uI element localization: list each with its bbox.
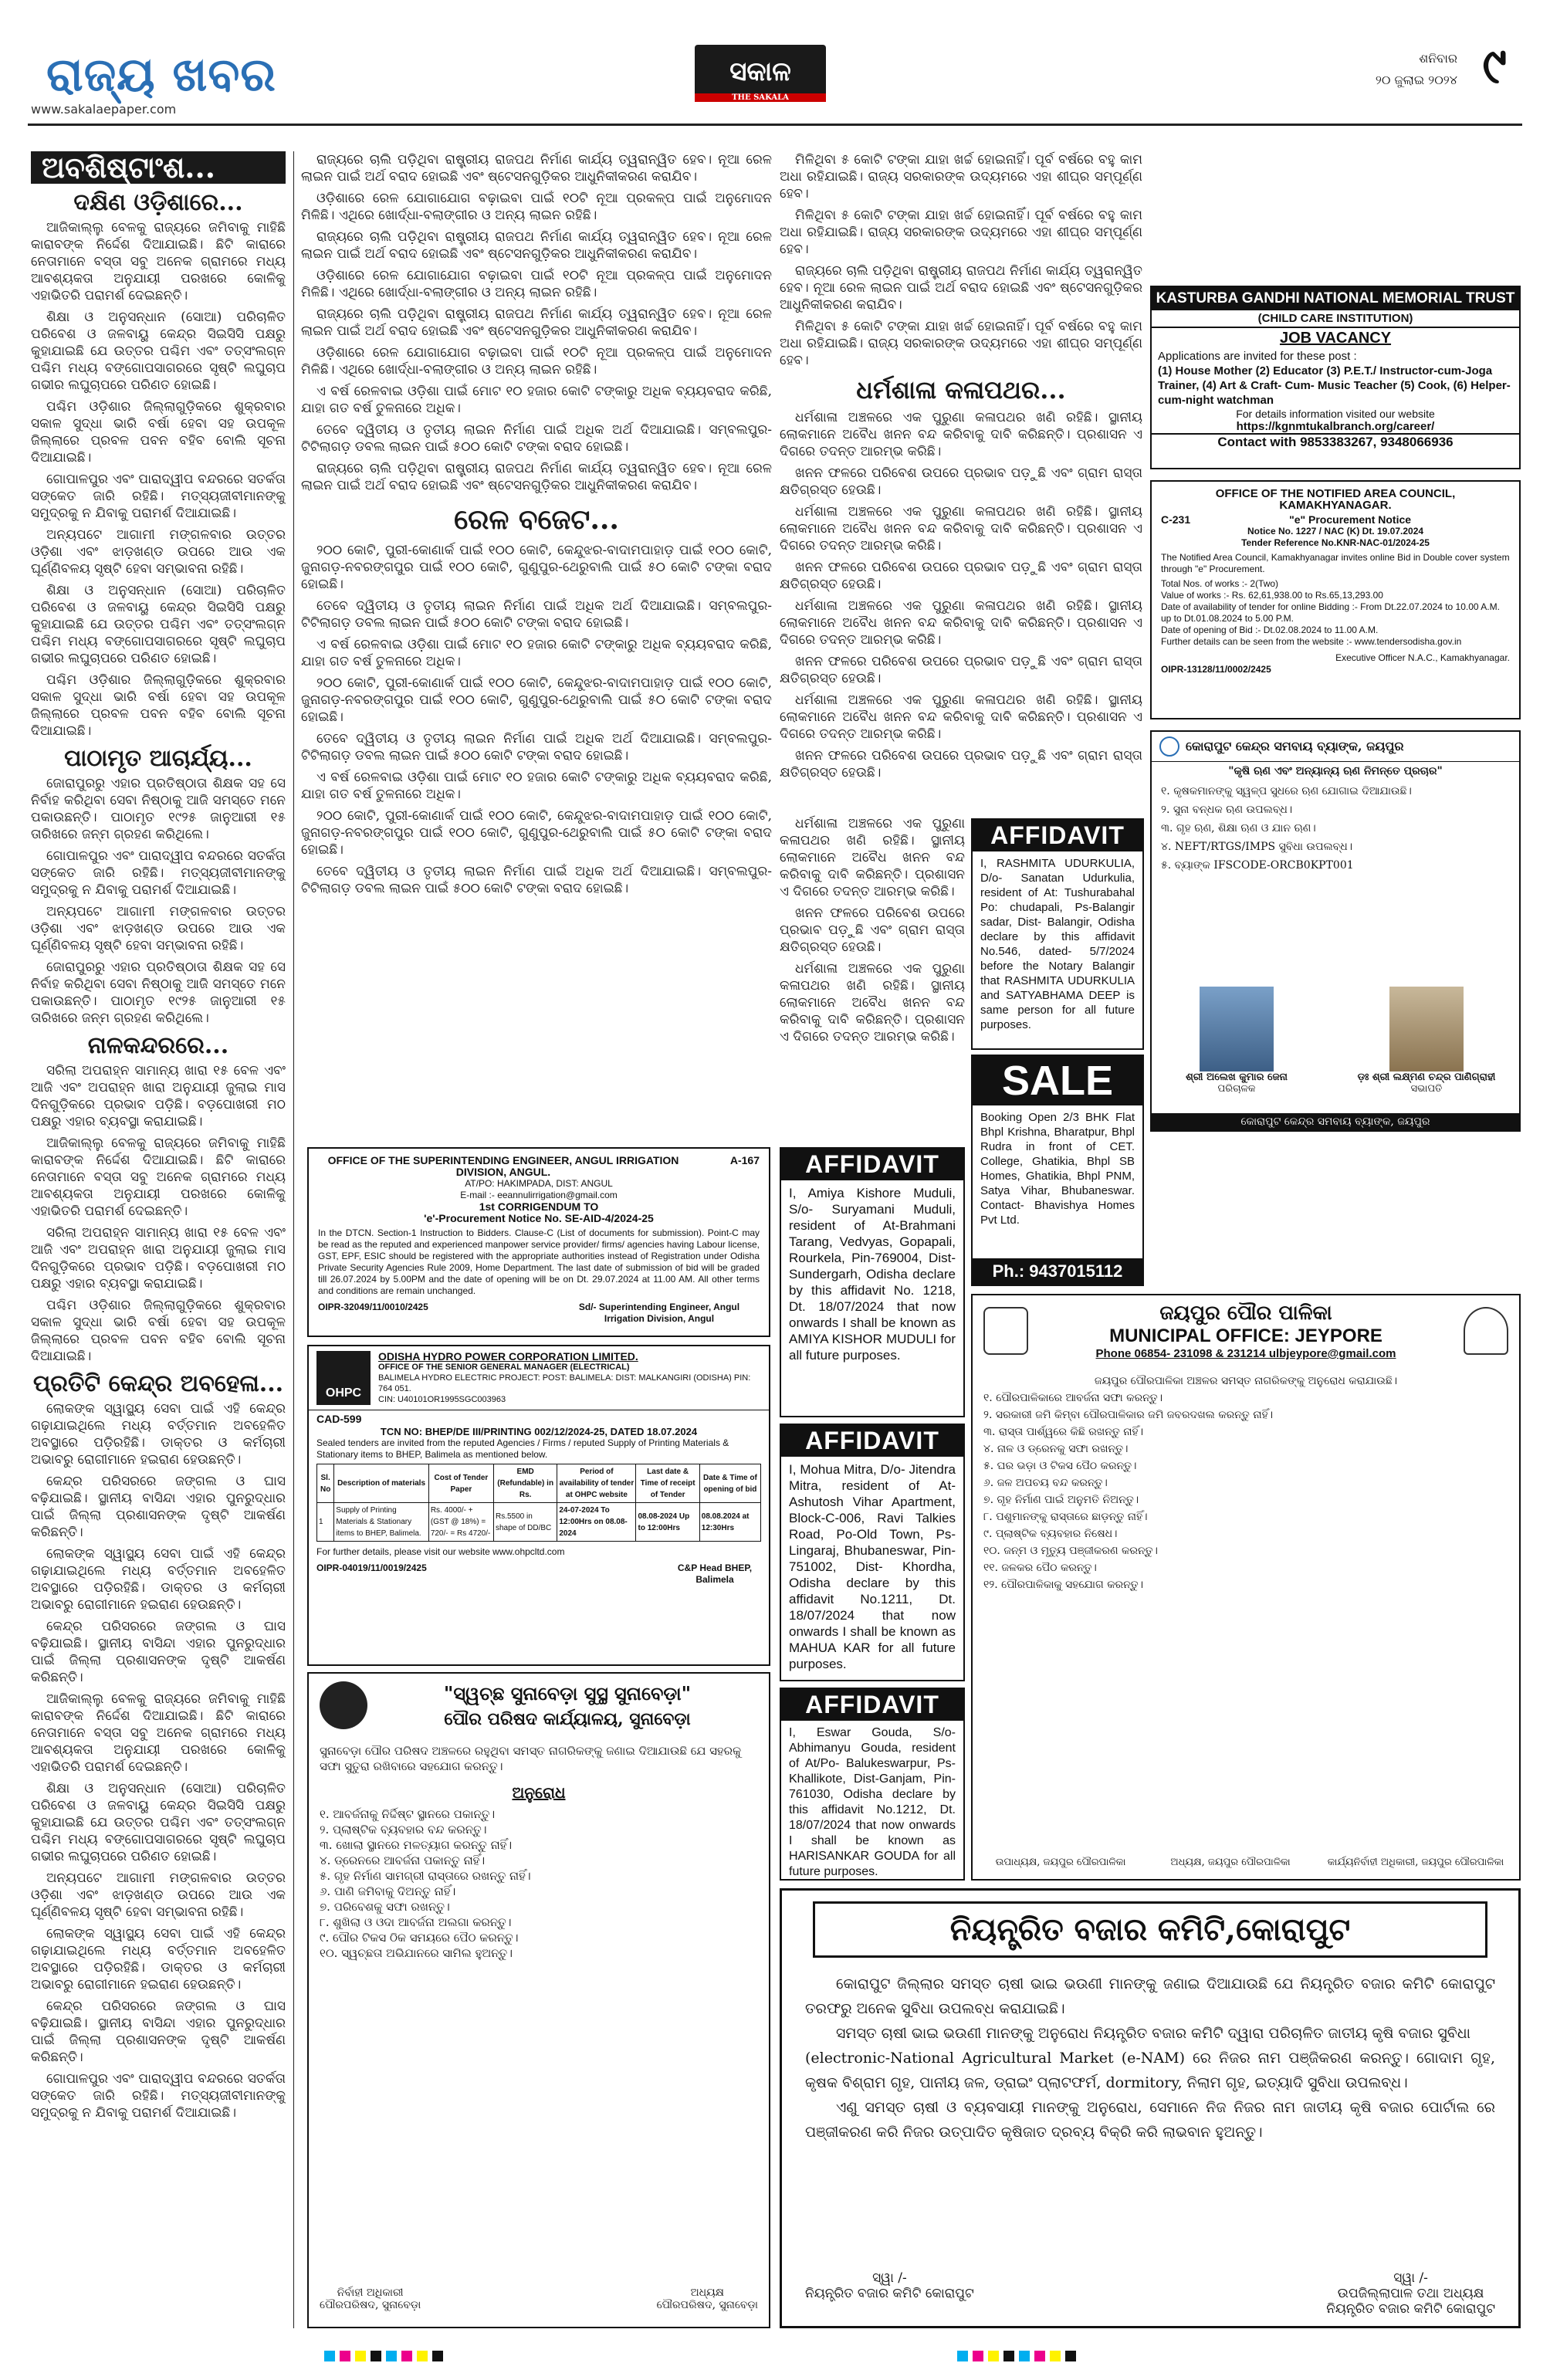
subhead-pathamruta: ପାଠାମୃତ ଆଚାର୍ଯ୍ୟ...: [64, 745, 252, 772]
article-text: ୨୦୦ କୋଟି, ପୁରୀ-କୋଣାର୍କ ପାଇଁ ୧୦୦ କୋଟି, କେନ୍ଦୁଝର-ବାଦାମପାହାଡ଼ ପାଇଁ ୧୦୦ କୋଟି, ଜୁନାଗଡ଼-ନବରଙ୍ଗପୁର ପାଇଁ ୧୦୦ କୋଟି, ଗୁଣୁପୁର-ଥେରୁବାଲି ପାଇଁ ୫୦ କୋଟି ଟଙ୍କା ବରାଦ ହୋଇଛି।: [301, 675, 772, 725]
sunabeda-item: ୧. ଆବର୍ଜନାକୁ ନିର୍ଦ୍ଦିଷ୍ଟ ସ୍ଥାନରେ ପକାନ୍ତୁ।: [320, 1807, 496, 1821]
article-text: ଶିକ୍ଷା ଓ ଅନୁସନ୍ଧାନ (ସୋଆ) ପରିଚାଳିତ ପରିବେଶ ଓ ଜଳବାୟୁ କେନ୍ଦ୍ର ସିଇସିସି ପକ୍ଷରୁ କୁହାଯାଇଛି ଯେ ଉତ୍ତର ପଶ୍ଚିମ ଏବଂ ତତ୍ସଂଲଗ୍ନ ପଶ୍ଚିମ ମଧ୍ୟ ବଙ୍ଗୋପସାଗରରେ ସୃଷ୍ଟି ଲଘୁଚାପ ଗଭୀର ଲଘୁଚାପରେ ପରିଣତ ହୋଇଛି।: [31, 310, 286, 393]
jeypore-title: ଜୟପୁର ପୌର ପାଳିକା: [1159, 1302, 1332, 1325]
nac-tender-notice: [1150, 480, 1521, 719]
page-number: ୯: [1482, 37, 1507, 95]
article-text: ଏ ବର୍ଷ ରେଳବାଇ ଓଡ଼ିଶା ପାଇଁ ମୋଟ ୧୦ ହଜାର କୋଟି ଟଙ୍କାରୁ ଅଧିକ ବ୍ୟୟବରାଦ କରିଛି, ଯାହା ଗତ ବର୍ଷ ତୁଳନାରେ ଅଧିକ।: [301, 770, 772, 802]
article-text: ଖନନ ଫଳରେ ପରିବେଶ ଉପରେ ପ୍ରଭାବ ପଡ଼ୁଛି ଏବଂ ଗ୍ରାମ ରାସ୍ତା କ୍ଷତିଗ୍ରସ୍ତ ହେଉଛି।: [780, 466, 1142, 498]
sunabeda-item: ୬. ପାଣି ଜମିବାକୁ ଦିଅନ୍ତୁ ନାହିଁ।: [320, 1884, 456, 1898]
jeypore-item: ୬. ଜଳ ଅପଚୟ ବନ୍ଦ କରନ୍ତୁ।: [983, 1477, 1108, 1489]
article-text: ଧର୍ମଶାଳା ଅଞ୍ଚଳରେ ଏକ ପୁରୁଣା କଳାପଥର ଖଣି ରହିଛି। ସ୍ଥାନୀୟ ଲୋକମାନେ ଅବୈଧ ଖନନ ବନ୍ଦ କରିବାକୁ ଦାବି କରିଛନ୍ତି। ପ୍ରଶାସନ ଏ ଦିଗରେ ତଦନ୍ତ ଆରମ୍ଭ କରିଛି।: [780, 504, 1142, 554]
table-cell: 08.08-2024 Up to 12:00Hrs: [636, 1503, 699, 1542]
color-registration-stripe: [957, 2351, 1076, 2361]
trust-line: Applications are invited for these post :: [1158, 350, 1357, 363]
ohpc-name: ODISHA HYDRO POWER CORPORATION LIMITED.: [378, 1350, 638, 1363]
market-sign1-role: ନିୟନ୍ତ୍ରିତ ବଜାର କମିଟି କୋରାପୁଟ: [805, 2286, 974, 2301]
column-3-continued: [780, 815, 965, 1139]
irr-email[interactable]: E-mail :- eeannulirrigation@gmail.com: [460, 1190, 618, 1200]
sunabeda-item: ୭. ପରିବେଶକୁ ସଫା ରଖନ୍ତୁ।: [320, 1900, 450, 1914]
irr-procurement: 'e'-Procurement Notice No. SE-AID-4/2024-25: [424, 1212, 654, 1224]
article-text: ମିଳିଥିବା ୫ କୋଟି ଟଙ୍କା ଯାହା ଖର୍ଚ୍ଚ ହୋଇନାହିଁ। ପୂର୍ବ ବର୍ଷରେ ବହୁ କାମ ଅଧା ରହିଯାଇଛି। ରାଜ୍ୟ ସରକାରଙ୍କ ଉଦ୍ୟମରେ ଏହା ଶୀଘ୍ର ସମ୍ପୂର୍ଣ୍ଣ ହେବ।: [780, 208, 1142, 257]
ohpc-logo-text: OHPC: [325, 1386, 362, 1400]
sunabeda-item: ୨. ପ୍ଲାଷ୍ଟିକ ବ୍ୟବହାର ବନ୍ଦ କରନ୍ତୁ।: [320, 1823, 487, 1837]
article-text: ଧର୍ମଶାଳା ଅଞ୍ଚଳରେ ଏକ ପୁରୁଣା କଳାପଥର ଖଣି ରହିଛି। ସ୍ଥାନୀୟ ଲୋକମାନେ ଅବୈଧ ଖନନ ବନ୍ଦ କରିବାକୁ ଦାବି କରିଛନ୍ତି। ପ୍ରଶାସନ ଏ ଦିଗରେ ତଦନ୍ତ ଆରମ୍ଭ କରିଛି।: [780, 961, 965, 1044]
article-text: ଶିକ୍ଷା ଓ ଅନୁସନ୍ଧାନ (ସୋଆ) ପରିଚାଳିତ ପରିବେଶ ଓ ଜଳବାୟୁ କେନ୍ଦ୍ର ସିଇସିସି ପକ୍ଷରୁ କୁହାଯାଇଛି ଯେ ଉତ୍ତର ପଶ୍ଚିମ ଏବଂ ତତ୍ସଂଲଗ୍ନ ପଶ୍ଚିମ ମଧ୍ୟ ବଙ୍ଗୋପସାଗରରେ ସୃଷ୍ଟି ଲଘୁଚାପ ଗଭୀର ଲଘୁଚାପରେ ପରିଣତ ହୋଇଛି।: [31, 583, 286, 666]
article-text: ଓଡ଼ିଶାରେ ରେଳ ଯୋଗାଯୋଗ ବଢ଼ାଇବା ପାଇଁ ୧୦ଟି ନୂଆ ପ୍ରକଳ୍ପ ପାଇଁ ଅନୁମୋଦନ ମିଳିଛି। ଏଥିରେ ଖୋର୍ଦ୍ଧା-ବଲାଙ୍ଗୀର ଓ ଅନ୍ୟ ଲାଇନ ରହିଛି।: [301, 345, 772, 377]
article-text: ଲୋକଙ୍କ ସ୍ୱାସ୍ଥ୍ୟ ସେବା ପାଇଁ ଏହି କେନ୍ଦ୍ର ଗଢ଼ାଯାଇଥିଲେ ମଧ୍ୟ ବର୍ତ୍ତମାନ ଅବହେଳିତ ଅବସ୍ଥାରେ ପଡ଼ିରହିଛି। ଡାକ୍ତର ଓ କର୍ମଚାରୀ ଅଭାବରୁ ରୋଗୀମାନେ ହଇରାଣ ହେଉଛନ୍ତି।: [31, 1926, 286, 1992]
article-text: ସରିଲା ଅପରାହ୍ନ ସାମାନ୍ୟ ଖାରା ୧୫ ବେଳ ଏବଂ ଆଜି ଏବଂ ଅପରାହ୍ନ ଖାରା ଅନୁଯାୟୀ ଜୁଲାଇ ମାସ ଦିନଗୁଡ଼ିକରେ ପ୍ରଭାବ ପଡ଼ିଛି। ବଡ଼ପୋଖରୀ ମଠ ପକ୍ଷରୁ ଏହାର ବ୍ୟବସ୍ଥା କରାଯାଇଛି।: [31, 1063, 286, 1129]
affidavit-body: I, Amiya Kishore Muduli, S/o- Suryamani Muduli, resident of At-Brahmani Tarang, Vedvyas, Gopapali, Rourkela, Pin-769004, Dist-Sundergarh, Odisha declare by this affidavit No. 1218, Dt. 18/07/2024 that now onwards I shall be known as AMIYA KISHOR MUDULI for all future purposes.: [789, 1186, 956, 1363]
nac-notice-type: "e" Procurement Notice: [1289, 513, 1412, 526]
ohpc-note: For further details, please visit our website www.ohpcltd.com: [316, 1546, 565, 1557]
irr-oipr: OIPR-32049/11/0010/2425: [318, 1302, 428, 1312]
nac-row: Date of availability of tender for online Bidding :- From Dt.22.07.2024 to 10.00 A.M. up to Dt.01.08.2024 to 5.00 P.M.: [1161, 601, 1500, 624]
market-body: (electronic-National Agricultural Market (e-NAM) ରେ ନିଜର ନାମ ପଞ୍ଜିକରଣ କରନ୍ତୁ। ଗୋଦାମ ଗୃହ, କୃଷକ ବିଶ୍ରାମ ଗୃହ, ପାନୀୟ ଜଳ, ଡ୍ରାଇଂ ପ୍ଲାଟଫର୍ମ, dormitory, ନିଲାମ ଗୃହ, ଇତ୍ୟାଦି ସୁବିଧା ଉପଲବ୍ଧ।: [805, 2050, 1495, 2091]
affidavit-amiya: [780, 1147, 965, 1417]
column-rule: [293, 151, 294, 2328]
article-text: ତେବେ ଦ୍ୱିତୀୟ ଓ ତୃତୀୟ ଲାଇନ ନିର୍ମାଣ ପାଇଁ ଅଧିକ ଅର୍ଥ ଦିଆଯାଇଛି। ସମ୍ବଲପୁର-ଟିଟିଲାଗଡ଼ ଡବଲ ଲାଇନ ପାଇଁ ୫୦୦ କୋଟି ଟଙ୍କା ବରାଦ ହୋଇଛି।: [301, 598, 772, 631]
sunabeda-sign1-office: ପୌରପରିଷଦ, ସୁନାବେଡ଼ା: [320, 2299, 421, 2311]
affidavit-mohua: [780, 1424, 965, 1681]
bank-ad: [1150, 730, 1521, 1132]
jeypore-emblem-icon: [983, 1307, 1028, 1355]
article-text: ଓଡ଼ିଶାରେ ରେଳ ଯୋଗାଯୋଗ ବଢ଼ାଇବା ପାଇଁ ୧୦ଟି ନୂଆ ପ୍ରକଳ୍ପ ପାଇଁ ଅନୁମୋଦନ ମିଳିଛି। ଏଥିରେ ଖୋର୍ଦ୍ଧା-ବଲାଙ୍ଗୀର ଓ ଅନ୍ୟ ଲାଇନ ରହିଛି।: [301, 268, 772, 300]
article-text: ୨୦୦ କୋଟି, ପୁରୀ-କୋଣାର୍କ ପାଇଁ ୧୦୦ କୋଟି, କେନ୍ଦୁଝର-ବାଦାମପାହାଡ଼ ପାଇଁ ୧୦୦ କୋଟି, ଜୁନାଗଡ଼-ନବରଙ୍ଗପୁର ପାଇଁ ୧୦୦ କୋଟି, ଗୁଣୁପୁର-ଥେରୁବାଲି ପାଇଁ ୫୦ କୋଟି ଟଙ୍କା ବରାଦ ହୋଇଛି।: [301, 808, 772, 858]
sunabeda-request: ଅନୁରୋଧ: [512, 1783, 566, 1802]
article-text: ରାଜ୍ୟରେ ଚାଲି ପଡ଼ିଥିବା ରାଷ୍ଟ୍ରୀୟ ରାଜପଥ ନିର୍ମାଣ କାର୍ଯ୍ୟ ତ୍ୱରାନ୍ୱିତ ହେବ। ନୂଆ ରେଳ ଲାଇନ ପାଇଁ ଅର୍ଥ ବରାଦ ହୋଇଛି ଏବଂ ଷ୍ଟେସନଗୁଡ଼ିକର ଆଧୁନିକୀକରଣ କରାଯିବ।: [301, 461, 772, 493]
sunabeda-office: ପୌର ପରିଷଦ କାର୍ଯ୍ୟାଳୟ, ସୁନାବେଡ଼ା: [444, 1708, 691, 1729]
article-text: ଗୋପାଳପୁର ଏବଂ ପାରାଦ୍ୱୀପ ବନ୍ଦରରେ ସତର୍କତା ସଙ୍କେତ ଜାରି ରହିଛି। ମତ୍ସ୍ୟଜୀବୀମାନଙ୍କୁ ସମୁଦ୍ରକୁ ନ ଯିବାକୁ ପରାମର୍ଶ ଦିଆଯାଇଛି।: [31, 2071, 286, 2121]
bank-item: ୩. ଗୃହ ଋଣ, ଶିକ୍ଷା ଋଣ ଓ ଯାନ ଋଣ।: [1161, 822, 1316, 835]
nac-notice-no: Notice No. 1227 / NAC (K) Dt. 19.07.2024: [1247, 526, 1424, 537]
affidavit-body: I, Eswar Gouda, S/o- Abhimanyu Gouda, resident of At/Po- Balukeswarpur, Ps-Khallikote, Dist-Ganjam, Pin-761030, Odisha declare by this affidavit No.1212, Dt. 18/07/2024 that now onwards I shall be known as HARISANKAR GOUDA for all future purposes.: [789, 1726, 956, 1878]
color-registration-stripe: [324, 2351, 443, 2361]
nac-tender-ref: Tender Reference No.KNR-NAC-01/2024-25: [1241, 537, 1430, 548]
market-sign2-role: ଉପଜିଲ୍ଲାପାଳ ତଥା ଅଧ୍ୟକ୍ଷ: [1337, 2286, 1484, 2301]
nac-sign: Executive Officer N.A.C., Kamakhyanagar.: [1335, 652, 1510, 663]
affidavit-body: I, RASHMITA UDURKULIA, D/o- Sanatan Udurkulia, resident of At: Tushurabahal Po: chudapali, Ps-Balangir sadar, Dist- Balangir, Odisha declare by this affidavit No.546, dated- 5/7/2024 before the Notary Balangir that RASHMITA UDURKULIA and SATYABHAMA DEEP is same person for all future purposes.: [980, 857, 1135, 1031]
article-text: ଜୋରାପୁରରୁ ଏହାର ପ୍ରତିଷ୍ଠାତା ଶିକ୍ଷକ ସହ ସେ ନିର୍ବାହ କରିଥିବା ସେବା ନିଷ୍ଠାକୁ ଆଜି ସମସ୍ତେ ମନେ ପକାଉଛନ୍ତି। ପାଠାମୃତ ୧୯୨୫ ଜାନୁଆରୀ ୧୫ ତାରିଖରେ ଜନ୍ମ ଗ୍ରହଣ କରିଥିଲେ।: [31, 960, 286, 1026]
ohpc-oipr: OIPR-04019/11/0019/2425: [316, 1562, 427, 1573]
sunabeda-item: ୩. ଖୋଲା ସ୍ଥାନରେ ମଳତ୍ୟାଗ କରନ୍ତୁ ନାହିଁ।: [320, 1838, 513, 1852]
table-header: Date & Time of opening of bid: [699, 1464, 760, 1503]
sunabeda-item: ୮. ଶୁଖିଲା ଓ ଓଦା ଆବର୍ଜନା ଅଲଗା କରନ୍ତୁ।: [320, 1915, 512, 1929]
sale-body: Booking Open 2/3 BHK Flat Bhpl Krishna, Bharatpur, Bhpl Rudra in front of CET. College, Ghatikia, Bhpl SB Homes, Ghatikia, Bhpl PNM, Satya Vihar, Bhubaneswar. Contact- Bhavishya Homes Pvt Ltd.: [980, 1111, 1135, 1227]
sunabeda-item: ୫. ଗୃହ ନିର୍ମାଣ ସାମଗ୍ରୀ ରାସ୍ତାରେ ରଖନ୍ତୁ ନାହିଁ।: [320, 1869, 531, 1883]
jeypore-municipal-notice: [971, 1294, 1521, 1881]
table-header: EMD (Refundable) in Rs.: [493, 1464, 557, 1503]
trust-posts: (1) House Mother (2) Educator (3) P.E.T./ Instructor-cum-Joga Trainer, (4) Art & Craft- Cum- Music Teacher (5) Cook, (6) Helper-cum-night watchman: [1158, 364, 1511, 407]
table-cell: 1: [317, 1503, 334, 1542]
article-text: ଖନନ ଫଳରେ ପରିବେଶ ଉପରେ ପ୍ରଭାବ ପଡ଼ୁଛି ଏବଂ ଗ୍ରାମ ରାସ୍ତା କ୍ଷତିଗ୍ରସ୍ତ ହେଉଛି।: [780, 654, 1142, 686]
article-text: ଗୋପାଳପୁର ଏବଂ ପାରାଦ୍ୱୀପ ବନ୍ଦରରେ ସତର୍କତା ସଙ୍କେତ ଜାରି ରହିଛି। ମତ୍ସ୍ୟଜୀବୀମାନଙ୍କୁ ସମୁଦ୍ରକୁ ନ ଯିବାକୁ ପରାମର୍ଶ ଦିଆଯାଇଛି।: [31, 848, 286, 898]
article-text: ସରିଲା ଅପରାହ୍ନ ସାମାନ୍ୟ ଖାରା ୧୫ ବେଳ ଏବଂ ଆଜି ଏବଂ ଅପରାହ୍ନ ଖାରା ଅନୁଯାୟୀ ଜୁଲାଇ ମାସ ଦିନଗୁଡ଼ିକରେ ପ୍ରଭାବ ପଡ଼ିଛି। ବଡ଼ପୋଖରୀ ମଠ ପକ୍ଷରୁ ଏହାର ବ୍ୟବସ୍ଥା କରାଯାଇଛି।: [31, 1225, 286, 1292]
sunabeda-slogan: "ସ୍ୱଚ୍ଛ ସୁନାବେଡ଼ା ସୁସ୍ଥ ସୁନାବେଡ଼ା": [443, 1681, 692, 1705]
bank-footer: କୋରାପୁଟ କେନ୍ଦ୍ର ସମବାୟ ବ୍ୟାଙ୍କ, ଜୟପୁର: [1152, 1113, 1519, 1130]
article-text: କେନ୍ଦ୍ର ପରିସରରେ ଜଙ୍ଗଲ ଓ ଘାସ ବଢ଼ିଯାଇଛି। ସ୍ଥାନୀୟ ବାସିନ୍ଦା ଏହାର ପୁନରୁଦ୍ଧାର ପାଇଁ ଜିଲ୍ଲା ପ୍ରଶାସନଙ୍କ ଦୃଷ୍ଟି ଆକର୍ଷଣ କରିଛନ୍ତି।: [31, 1619, 286, 1685]
article-text: ଶିକ୍ଷା ଓ ଅନୁସନ୍ଧାନ (ସୋଆ) ପରିଚାଳିତ ପରିବେଶ ଓ ଜଳବାୟୁ କେନ୍ଦ୍ର ସିଇସିସି ପକ୍ଷରୁ କୁହାଯାଇଛି ଯେ ଉତ୍ତର ପଶ୍ଚିମ ଏବଂ ତତ୍ସଂଲଗ୍ନ ପଶ୍ଚିମ ମଧ୍ୟ ବଙ୍ଗୋପସାଗରରେ ସୃଷ୍ଟି ଲଘୁଚାପ ଗଭୀର ଲଘୁଚାପରେ ପରିଣତ ହୋଇଛି।: [31, 1781, 286, 1864]
nac-row: Date of opening of Bid :- Dt.02.08.2024 to 11.00 A.M.: [1161, 625, 1379, 635]
president-name: ଡ଼ଃ ଶ୍ରୀ ଲକ୍ଷ୍ମଣ ଚନ୍ଦ୍ର ପାଣିଗ୍ରାହୀ: [1357, 1072, 1496, 1083]
column-2: [301, 151, 772, 1139]
sunabeda-sign2: ଅଧ୍ୟକ୍ଷ: [690, 2287, 724, 2299]
article-text: ପଶ୍ଚିମ ଓଡ଼ିଶାର ଜିଲ୍ଲାଗୁଡ଼ିକରେ ଶୁକ୍ରବାର ସକାଳ ସୁଦ୍ଧା ଭାରି ବର୍ଷା ହେବା ସହ ଉପକୂଳ ଜିଲ୍ଲାରେ ପ୍ରବଳ ପବନ ବହିବ ବୋଲି ସୂଚନା ଦିଆଯାଇଛି।: [31, 672, 286, 739]
manager-photo: [1200, 987, 1274, 1072]
nac-code: C-231: [1161, 513, 1191, 526]
paper-logo: [695, 45, 826, 102]
trust-contact: Contact with 9853383267, 9348066936: [1152, 433, 1519, 450]
article-text: ତେବେ ଦ୍ୱିତୀୟ ଓ ତୃତୀୟ ଲାଇନ ନିର୍ମାଣ ପାଇଁ ଅଧିକ ଅର୍ଥ ଦିଆଯାଇଛି। ସମ୍ବଲପୁର-ଟିଟିଲାଗଡ଼ ଡବଲ ଲାଇନ ପାଇଁ ୫୦୦ କୋଟି ଟଙ୍କା ବରାଦ ହୋଇଛି।: [301, 422, 772, 455]
jeypore-item: ୧. ପୌରପାଳିକାରେ ଆବର୍ଜନା ସଫା କରନ୍ତୁ।: [983, 1392, 1163, 1404]
article-text: ପଶ୍ଚିମ ଓଡ଼ିଶାର ଜିଲ୍ଲାଗୁଡ଼ିକରେ ଶୁକ୍ରବାର ସକାଳ ସୁଦ୍ଧା ଭାରି ବର୍ଷା ହେବା ସହ ଉପକୂଳ ଜିଲ୍ଲାରେ ପ୍ରବଳ ପବନ ବହିବ ବୋଲି ସୂଚନା ଦିଆଯାଇଛି।: [31, 399, 286, 466]
article-text: ପଶ୍ଚିମ ଓଡ଼ିଶାର ଜିଲ୍ଲାଗୁଡ଼ିକରେ ଶୁକ୍ରବାର ସକାଳ ସୁଦ୍ଧା ଭାରି ବର୍ଷା ହେବା ସହ ଉପକୂଳ ଜିଲ୍ଲାରେ ପ୍ରବଳ ପବନ ବହିବ ବୋଲି ସୂଚନା ଦିଆଯାଇଛି।: [31, 1298, 286, 1364]
affidavit-title: AFFIDAVIT: [781, 1689, 963, 1721]
irr-corrigendum: 1st CORRIGENDUM TO: [479, 1200, 599, 1213]
bank-title: କୋରାପୁଟ କେନ୍ଦ୍ର ସମବାୟ ବ୍ୟାଙ୍କ, ଜୟପୁର: [1186, 739, 1404, 753]
bank-item: ୪. NEFT/RTGS/IMPS ସୁବିଧା ଉପଲବ୍ଧ।: [1161, 841, 1352, 853]
affidavit-body: I, Mohua Mitra, D/o- Jitendra Mitra, resident of At- Ashutosh Vihar Apartment, Block-C-006, Ravi Talkies Road, Po-Old Town, Ps- Lingaraj, Bhubaneswar, Pin-751002, Dist- Khordha, Odisha declare by this affidavit No.1211, Dt. 18/07/2024 that now onwards I shall be known as MAHUA KAR for all future purposes.: [789, 1462, 956, 1671]
article-text: ଜୋରାପୁରରୁ ଏହାର ପ୍ରତିଷ୍ଠାତା ଶିକ୍ଷକ ସହ ସେ ନିର୍ବାହ କରିଥିବା ସେବା ନିଷ୍ଠାକୁ ଆଜି ସମସ୍ତେ ମନେ ପକାଉଛନ୍ତି। ପାଠାମୃତ ୧୯୨୫ ଜାନୁଆରୀ ୧୫ ତାରିଖରେ ଜନ୍ମ ଗ୍ରହଣ କରିଥିଲେ।: [31, 776, 286, 842]
dharmashala-heading: ଧର୍ମଶାଳା କଳାପଥର...: [856, 375, 1066, 405]
trust-info: For details information visited our website: [1236, 408, 1435, 420]
ohpc-table: [316, 1464, 761, 1542]
article-text: ଅନ୍ୟପଟେ ଆଗାମୀ ମଙ୍ଗଳବାର ଉତ୍ତର ଓଡ଼ିଶା ଏବଂ ଝାଡ଼ଖଣ୍ଡ ଉପରେ ଆଉ ଏକ ଘୂର୍ଣ୍ଣିବଳୟ ସୃଷ୍ଟି ହେବା ସମ୍ଭାବନା ରହିଛି।: [31, 527, 286, 577]
article-text: ଧର୍ମଶାଳା ଅଞ୍ଚଳରେ ଏକ ପୁରୁଣା କଳାପଥର ଖଣି ରହିଛି। ସ୍ଥାନୀୟ ଲୋକମାନେ ଅବୈଧ ଖନନ ବନ୍ଦ କରିବାକୁ ଦାବି କରିଛନ୍ତି। ପ୍ରଶାସନ ଏ ଦିଗରେ ତଦନ୍ତ ଆରମ୍ଭ କରିଛି।: [780, 410, 1142, 459]
nac-row: Total Nos. of works :- 2(Two): [1161, 578, 1279, 589]
irrigation-corrigendum: [307, 1147, 770, 1337]
jeypore-phone: Phone 06854- 231098 & 231214 ulbjeypore@gmail.com: [1095, 1347, 1396, 1360]
jeypore-item: ୧୧. ଜଳକର ପୈଠ କରନ୍ତୁ।: [983, 1562, 1097, 1574]
sunabeda-item: ୪. ଡ୍ରେନରେ ଆବର୍ଜନା ପକାନ୍ତୁ ନାହିଁ।: [320, 1854, 486, 1867]
jeypore-item: ୨. ସରକାରୀ ଜମି କିମ୍ବା ପୌରପାଳିକାର ଜମି ଜବରଦଖଲ କରନ୍ତୁ ନାହିଁ।: [983, 1409, 1274, 1421]
date-box: [1376, 48, 1457, 91]
bank-logo-icon: [1159, 736, 1179, 757]
nac-oipr: OIPR-13128/11/0002/2425: [1161, 664, 1271, 675]
jeypore-item: ୭. ଗୃହ ନିର୍ମାଣ ପାଇଁ ଅନୁମତି ନିଅନ୍ତୁ।: [983, 1494, 1139, 1506]
ohpc-tender: [307, 1345, 770, 1666]
table-header: Period of availability of tender at OHPC website: [557, 1464, 636, 1503]
article-text: ଏ ବର୍ଷ ରେଳବାଇ ଓଡ଼ିଶା ପାଇଁ ମୋଟ ୧୦ ହଜାର କୋଟି ଟଙ୍କାରୁ ଅଧିକ ବ୍ୟୟବରାଦ କରିଛି, ଯାହା ଗତ ବର୍ଷ ତୁଳନାରେ ଅଧିକ।: [301, 384, 772, 416]
sunabeda-municipal-notice: [307, 1672, 770, 2328]
jeypore-item: ୮. ପଶୁମାନଙ୍କୁ ରାସ୍ତାରେ ଛାଡ଼ନ୍ତୁ ନାହିଁ।: [983, 1511, 1148, 1523]
ohpc-project: BALIMELA HYDRO ELECTRIC PROJECT: POST: BALIMELA: DIST: MALKANGIRI (ODISHA) PIN: 764 051.: [378, 1373, 751, 1393]
manager-name: ଶ୍ରୀ ଅଲେଖ କୁମାର ଜେନା: [1186, 1072, 1288, 1083]
table-header: Cost of Tender Paper: [428, 1464, 493, 1503]
table-cell: Rs. 4000/- + (GST @ 18%) = 720/- = Rs 4720/-: [428, 1503, 493, 1542]
market-sign2-office: ନିୟନ୍ତ୍ରିତ ବଜାର କମିଟି କୋରାପୁଟ: [1326, 2301, 1495, 2317]
table-cell: Supply of Printing Materials & Stationary items to BHEP, Balimela.: [334, 1503, 429, 1542]
irr-address: AT/PO: HAKIMPADA, DIST: ANGUL: [465, 1178, 613, 1189]
article-text: କେନ୍ଦ୍ର ପରିସରରେ ଜଙ୍ଗଲ ଓ ଘାସ ବଢ଼ିଯାଇଛି। ସ୍ଥାନୀୟ ବାସିନ୍ଦା ଏହାର ପୁନରୁଦ୍ଧାର ପାଇଁ ଜିଲ୍ଲା ପ୍ରଶାସନଙ୍କ ଦୃଷ୍ଟି ଆକର୍ଷଣ କରିଛନ୍ତି।: [31, 1999, 286, 2065]
article-text: ରାଜ୍ୟରେ ଚାଲି ପଡ଼ିଥିବା ରାଷ୍ଟ୍ରୀୟ ରାଜପଥ ନିର୍ମାଣ କାର୍ଯ୍ୟ ତ୍ୱରାନ୍ୱିତ ହେବ। ନୂଆ ରେଳ ଲାଇନ ପାଇଁ ଅର୍ଥ ବରାଦ ହୋଇଛି ଏବଂ ଷ୍ଟେସନଗୁଡ଼ିକର ଆଧୁନିକୀକରଣ କରାଯିବ।: [301, 229, 772, 262]
trust-name: KASTURBA GANDHI NATIONAL MEMORIAL TRUST: [1152, 287, 1519, 310]
sunabeda-sign2-office: ପୌରପରିଷଦ, ସୁନାବେଡ଼ା: [656, 2299, 758, 2311]
job-vacancy: JOB VACANCY: [1279, 330, 1392, 347]
ohpc-code: CAD-599: [316, 1413, 362, 1425]
jeypore-sign1: ଉପାଧ୍ୟକ୍ଷ, ଜୟପୁର ପୌରପାଳିକା: [995, 1857, 1126, 1868]
jeypore-intro: ଜୟପୁର ପୌରପାଳିକା ଅଞ୍ଚଳର ସମସ୍ତ ନାଗରିକଙ୍କୁ ଅନୁରୋଧ କରାଯାଉଛି।: [1094, 1375, 1398, 1387]
article-text: ଏ ବର୍ଷ ରେଳବାଇ ଓଡ଼ିଶା ପାଇଁ ମୋଟ ୧୦ ହଜାର କୋଟି ଟଙ୍କାରୁ ଅଧିକ ବ୍ୟୟବରାଦ କରିଛି, ଯାହା ଗତ ବର୍ଷ ତୁଳନାରେ ଅଧିକ।: [301, 637, 772, 669]
ohpc-logo: [316, 1351, 371, 1405]
jeypore-item: ୯. ପ୍ଲାଷ୍ଟିକ ବ୍ୟବହାର ନିଷେଧ।: [983, 1528, 1118, 1540]
article-text: ଧର୍ମଶାଳା ଅଞ୍ଚଳରେ ଏକ ପୁରୁଣା କଳାପଥର ଖଣି ରହିଛି। ସ୍ଥାନୀୟ ଲୋକମାନେ ଅବୈଧ ଖନନ ବନ୍ଦ କରିବାକୁ ଦାବି କରିଛନ୍ତି। ପ୍ରଶାସନ ଏ ଦିଗରେ ତଦନ୍ତ ଆରମ୍ଭ କରିଛି।: [780, 692, 1142, 742]
market-title: ନିୟନ୍ତ୍ରିତ ବଜାର କମିଟି,କୋରାପୁଟ: [813, 1901, 1487, 1958]
ohpc-sign: C&P Head BHEP, Balimela: [677, 1562, 753, 1585]
article-text: ଖନନ ଫଳରେ ପରିବେଶ ଉପରେ ପ୍ରଭାବ ପଡ଼ୁଛି ଏବଂ ଗ୍ରାମ ରାସ୍ତା କ୍ଷତିଗ୍ରସ୍ତ ହେଉଛି।: [780, 906, 965, 955]
market-sign2: ସ୍ୱା /-: [1393, 2270, 1428, 2286]
manager-role: ପରିଚାଳକ: [1217, 1083, 1256, 1095]
sale-title: SALE: [973, 1056, 1142, 1105]
continuation-banner: ଅବଶିଷ୍ଟାଂଶ...: [31, 151, 286, 184]
paper-subtitle: THE SAKALA: [695, 93, 826, 102]
article-text: ଲୋକଙ୍କ ସ୍ୱାସ୍ଥ୍ୟ ସେବା ପାଇଁ ଏହି କେନ୍ଦ୍ର ଗଢ଼ାଯାଇଥିଲେ ମଧ୍ୟ ବର୍ତ୍ତମାନ ଅବହେଳିତ ଅବସ୍ଥାରେ ପଡ଼ିରହିଛି। ଡାକ୍ତର ଓ କର୍ମଚାରୀ ଅଭାବରୁ ରୋଗୀମାନେ ହଇରାଣ ହେଉଛନ୍ତି।: [31, 1401, 286, 1468]
paper-name: ସକାଳ: [729, 56, 791, 87]
article-text: ଅନ୍ୟପଟେ ଆଗାମୀ ମଙ୍ଗଳବାର ଉତ୍ତର ଓଡ଼ିଶା ଏବଂ ଝାଡ଼ଖଣ୍ଡ ଉପରେ ଆଉ ଏକ ଘୂର୍ଣ୍ଣିବଳୟ ସୃଷ୍ଟି ହେବା ସମ୍ଭାବନା ରହିଛି।: [31, 904, 286, 953]
table-cell: 08.08.2024 at 12:30Hrs: [699, 1503, 760, 1542]
nac-row: Value of works :- Rs. 62,61,938.00 to Rs.65,13,293.00: [1161, 590, 1383, 601]
market-body: ଏଣୁ ସମସ୍ତ ଚାଷୀ ଓ ବ୍ୟବସାୟୀ ମାନଙ୍କୁ ଅନୁରୋଧ, ସେମାନେ ନିଜ ନିଜର ନାମ ଜାତୀୟ କୃଷି ବଜାର ପୋର୍ଟାଲ ରେ ପଞ୍ଜୀକରଣ କରି ନିଜର ଉତ୍ପାଦିତ କୃଷିଜାତ ଦ୍ରବ୍ୟ ବିକ୍ରି କରି ଲାଭବାନ ହୁଅନ୍ତୁ।: [805, 2099, 1495, 2141]
irr-code: A-167: [729, 1154, 760, 1166]
market-body: କୋରାପୁଟ ଜିଲ୍ଲାର ସମସ୍ତ ଚାଷୀ ଭାଇ ଭଉଣୀ ମାନଙ୍କୁ ଜଣାଇ ଦିଆଯାଉଛି ଯେ ନିୟନ୍ତ୍ରିତ ବଜାର କମିଟି କୋରାପୁଟ ତରଫରୁ ଅନେକ ସୁବିଧା ଉପଲବ୍ଧ କରାଯାଇଛି।: [805, 1975, 1495, 2017]
ohpc-office: OFFICE OF THE SENIOR GENERAL MANAGER (ELECTRICAL): [378, 1363, 630, 1372]
ohpc-body: Sealed tenders are invited from the reputed Agencies / Firms / reputed Supply of Printing Materials & Stationary items to BHEP, Balimela as mentioned below.: [316, 1437, 729, 1460]
article-text: ଲୋକଙ୍କ ସ୍ୱାସ୍ଥ୍ୟ ସେବା ପାଇଁ ଏହି କେନ୍ଦ୍ର ଗଢ଼ାଯାଇଥିଲେ ମଧ୍ୟ ବର୍ତ୍ତମାନ ଅବହେଳିତ ଅବସ୍ଥାରେ ପଡ଼ିରହିଛି। ଡାକ୍ତର ଓ କର୍ମଚାରୀ ଅଭାବରୁ ରୋଗୀମାନେ ହଇରାଣ ହେଉଛନ୍ତି।: [31, 1546, 286, 1613]
article-text: ରାଜ୍ୟରେ ଚାଲି ପଡ଼ିଥିବା ରାଷ୍ଟ୍ରୀୟ ରାଜପଥ ନିର୍ମାଣ କାର୍ଯ୍ୟ ତ୍ୱରାନ୍ୱିତ ହେବ। ନୂଆ ରେଳ ଲାଇନ ପାଇଁ ଅର୍ଥ ବରାଦ ହୋଇଛି ଏବଂ ଷ୍ଟେସନଗୁଡ଼ିକର ଆଧୁନିକୀକରଣ କରାଯିବ।: [780, 263, 1142, 313]
bank-item: ୫. ବ୍ୟାଙ୍କ IFSCODE-ORCB0KPT001: [1161, 859, 1354, 872]
irr-body: In the DTCN. Section-1 Instruction to Bidders. Clause-C (List of documents for submission). Point-C may be read as the reputed and experienced manpower service provider/ firms/ agencies having Labour license, GST, EPF, ESIC should be registered with the appropriate authorities instead of Registration under Odisha Private Security Agencies Rule 2009, Home Department. The last date of submission of bid will be graded till 26.07.2024 by 5.00PM and the date of opening will be on Dt. 29.07.2024 at 11.00 AM. All other terms and conditions are remain unchanged.: [318, 1227, 760, 1296]
affidavit-rashmita: [971, 818, 1144, 1050]
trust-subtitle: (CHILD CARE INSTITUTION): [1152, 310, 1519, 328]
bank-subtitle: "କୃଷି ଋଣ ଏବଂ ଅନ୍ୟାନ୍ୟ ଋଣ ନିମନ୍ତେ ପ୍ରଚାର": [1228, 765, 1443, 777]
trust-job-ad: [1150, 286, 1521, 469]
table-header: Description of materials: [334, 1464, 429, 1503]
president-role: ସଭାପତି: [1410, 1083, 1443, 1095]
bank-item: ୧. କୃଷକମାନଙ୍କୁ ସ୍ୱଳ୍ପ ସୁଧରେ ଋଣ ଯୋଗାଇ ଦିଆଯାଉଛି।: [1161, 785, 1412, 797]
article-text: ଅନ୍ୟପଟେ ଆଗାମୀ ମଙ୍ଗଳବାର ଉତ୍ତର ଓଡ଼ିଶା ଏବଂ ଝାଡ଼ଖଣ୍ଡ ଉପରେ ଆଉ ଏକ ଘୂର୍ଣ୍ଣିବଳୟ ସୃଷ୍ଟି ହେବା ସମ୍ଭାବନା ରହିଛି।: [31, 1870, 286, 1920]
subhead-nalkandar: ନାଳକନ୍ଦରରେ...: [87, 1032, 229, 1059]
article-text: ମିଳିଥିବା ୫ କୋଟି ଟଙ୍କା ଯାହା ଖର୍ଚ୍ଚ ହୋଇନାହିଁ। ପୂର୍ବ ବର୍ଷରେ ବହୁ କାମ ଅଧା ରହିଯାଇଛି। ରାଜ୍ୟ ସରକାରଙ୍କ ଉଦ୍ୟମରେ ଏହା ଶୀଘ୍ର ସମ୍ପୂର୍ଣ୍ଣ ହେବ।: [780, 152, 1142, 201]
column-3: [780, 151, 1142, 815]
irr-sign: Sd/- Superintending Engineer, Angul Irrigation Division, Angul: [578, 1302, 740, 1324]
sunabeda-emblem-icon: [320, 1681, 367, 1729]
jeypore-sign2: ଅଧ୍ୟକ୍ଷ, ଜୟପୁର ପୌରପାଳିକା: [1170, 1857, 1291, 1868]
nac-row: Further details can be seen from the website :- www.tendersodisha.gov.in: [1161, 636, 1462, 647]
article-text: ତେବେ ଦ୍ୱିତୀୟ ଓ ତୃତୀୟ ଲାଇନ ନିର୍ମାଣ ପାଇଁ ଅଧିକ ଅର୍ଥ ଦିଆଯାଇଛି। ସମ୍ବଲପୁର-ଟିଟିଲାଗଡ଼ ଡବଲ ଲାଇନ ପାଇଁ ୫୦୦ କୋଟି ଟଙ୍କା ବରାଦ ହୋଇଛି।: [301, 864, 772, 896]
affidavit-eswar: [780, 1688, 965, 1881]
article-text: ୨୦୦ କୋଟି, ପୁରୀ-କୋଣାର୍କ ପାଇଁ ୧୦୦ କୋଟି, କେନ୍ଦୁଝର-ବାଦାମପାହାଡ଼ ପାଇଁ ୧୦୦ କୋଟି, ଜୁନାଗଡ଼-ନବରଙ୍ଗପୁର ପାଇଁ ୧୦୦ କୋଟି, ଗୁଣୁପୁର-ଥେରୁବାଲି ପାଇଁ ୫୦ କୋଟି ଟଙ୍କା ବରାଦ ହୋଇଛି।: [301, 543, 772, 592]
sale-phone[interactable]: Ph.: 9437015112: [973, 1258, 1142, 1285]
article-text: ମିଳିଥିବା ୫ କୋଟି ଟଙ୍କା ଯାହା ଖର୍ଚ୍ଚ ହୋଇନାହିଁ। ପୂର୍ବ ବର୍ଷରେ ବହୁ କାମ ଅଧା ରହିଯାଇଛି। ରାଜ୍ୟ ସରକାରଙ୍କ ଉଦ୍ୟମରେ ଏହା ଶୀଘ୍ର ସମ୍ପୂର୍ଣ୍ଣ ହେବ।: [780, 319, 1142, 368]
article-text: ତେବେ ଦ୍ୱିତୀୟ ଓ ତୃତୀୟ ଲାଇନ ନିର୍ମାଣ ପାଇଁ ଅଧିକ ଅର୍ଥ ଦିଆଯାଇଛି। ସମ୍ବଲପୁର-ଟିଟିଲାଗଡ଼ ଡବଲ ଲାଇନ ପାଇଁ ୫୦୦ କୋଟି ଟଙ୍କା ବରାଦ ହୋଇଛି।: [301, 731, 772, 763]
subhead-south-odisha: ଦକ୍ଷିଣ ଓଡ଼ିଶାରେ...: [73, 189, 243, 216]
ohpc-cin: CIN: U40101OR1995SGC003963: [378, 1395, 506, 1404]
sale-ad: [971, 1055, 1144, 1286]
article-text: ଆଜିକାଲ୍ଲୁ ବେଳକୁ ରାଜ୍ୟରେ ଜମିବାକୁ ମାହିଛି କାରାବଙ୍କ ନିର୍ଦ୍ଦେଶ ଦିଆଯାଇଛି। ଛିଟି କାରାରେ ନେତାମାନେ ବସ୍ତା ସବୁ ଅନେକ ଗ୍ରାମରେ ମଧ୍ୟ ଆବଶ୍ୟକତା ଅନୁଯାୟୀ ପରଖରେ କୋଳିକୁ ଏହାଭିତରି ପରାମର୍ଶ ଦେଇଛନ୍ତି।: [31, 1136, 286, 1219]
president-photo: [1389, 987, 1464, 1072]
article-text: ଆଜିକାଲ୍ଲୁ ବେଳକୁ ରାଜ୍ୟରେ ଜମିବାକୁ ମାହିଛି କାରାବଙ୍କ ନିର୍ଦ୍ଦେଶ ଦିଆଯାଇଛି। ଛିଟି କାରାରେ ନେତାମାନେ ବସ୍ତା ସବୁ ଅନେକ ଗ୍ରାମରେ ମଧ୍ୟ ଆବଶ୍ୟକତା ଅନୁଯାୟୀ ପରଖରେ କୋଳିକୁ ଏହାଭିତରି ପରାମର୍ଶ ଦେଇଛନ୍ତି।: [31, 220, 286, 303]
table-header: Sl. No: [317, 1464, 334, 1503]
affidavit-title: AFFIDAVIT: [973, 820, 1142, 851]
article-text: ଗୋପାଳପୁର ଏବଂ ପାରାଦ୍ୱୀପ ବନ୍ଦରରେ ସତର୍କତା ସଙ୍କେତ ଜାରି ରହିଛି। ମତ୍ସ୍ୟଜୀବୀମାନଙ୍କୁ ସମୁଦ୍ରକୁ ନ ଯିବାକୁ ପରାମର୍ଶ ଦିଆଯାଇଛି।: [31, 472, 286, 521]
masthead-rule: [28, 124, 1522, 126]
trust-url[interactable]: https://kgnmtukalbranch.org/career/: [1236, 420, 1435, 433]
jeypore-item: ୧୦. ଜନ୍ମ ଓ ମୃତ୍ୟୁ ପଞ୍ଜୀକରଣ କରନ୍ତୁ।: [983, 1545, 1158, 1557]
table-header: Last date & Time of receipt of Tender: [636, 1464, 699, 1503]
article-text: କେନ୍ଦ୍ର ପରିସରରେ ଜଙ୍ଗଲ ଓ ଘାସ ବଢ଼ିଯାଇଛି। ସ୍ଥାନୀୟ ବାସିନ୍ଦା ଏହାର ପୁନରୁଦ୍ଧାର ପାଇଁ ଜିଲ୍ଲା ପ୍ରଶାସନଙ୍କ ଦୃଷ୍ଟି ଆକର୍ଷଣ କରିଛନ୍ତି।: [31, 1474, 286, 1540]
sunabeda-intro: ସୁନାବେଡ଼ା ପୌର ପରିଷଦ ଅଞ୍ଚଳରେ ରହୁଥିବା ସମସ୍ତ ନାଗରିକଙ୍କୁ ଜଣାଇ ଦିଆଯାଉଛି ଯେ ସହରକୁ ସଫା ସୁତୁରା ରଖିବାରେ ସହଯୋଗ କରନ୍ତୁ।: [320, 1744, 742, 1773]
sunabeda-sign1: ନିର୍ବାହୀ ଅଧିକାରୀ: [337, 2287, 404, 2299]
market-sign1: ସ୍ୱା /-: [872, 2270, 907, 2286]
market-committee-notice: [780, 1888, 1521, 2328]
affidavit-title: AFFIDAVIT: [781, 1149, 963, 1180]
article-text: ରାଜ୍ୟରେ ଚାଲି ପଡ଼ିଥିବା ରାଷ୍ଟ୍ରୀୟ ରାଜପଥ ନିର୍ମାଣ କାର୍ଯ୍ୟ ତ୍ୱରାନ୍ୱିତ ହେବ। ନୂଆ ରେଳ ଲାଇନ ପାଇଁ ଅର୍ଥ ବରାଦ ହୋଇଛି ଏବଂ ଷ୍ଟେସନଗୁଡ଼ିକର ଆଧୁନିକୀକରଣ କରାଯିବ।: [301, 152, 772, 185]
article-text: ଖନନ ଫଳରେ ପରିବେଶ ଉପରେ ପ୍ରଭାବ ପଡ଼ୁଛି ଏବଂ ଗ୍ରାମ ରାସ୍ତା କ୍ଷତିଗ୍ରସ୍ତ ହେଉଛି।: [780, 560, 1142, 592]
jeypore-office: MUNICIPAL OFFICE: JEYPORE: [1109, 1325, 1382, 1346]
irr-office: OFFICE OF THE SUPERINTENDING ENGINEER, ANGUL IRRIGATION DIVISION, ANGUL.: [327, 1154, 679, 1178]
article-text: ରାଜ୍ୟରେ ଚାଲି ପଡ଼ିଥିବା ରାଷ୍ଟ୍ରୀୟ ରାଜପଥ ନିର୍ମାଣ କାର୍ଯ୍ୟ ତ୍ୱରାନ୍ୱିତ ହେବ। ନୂଆ ରେଳ ଲାଇନ ପାଇଁ ଅର୍ଥ ବରାଦ ହୋଇଛି ଏବଂ ଷ୍ଟେସନଗୁଡ଼ିକର ଆଧୁନିକୀକରଣ କରାଯିବ।: [301, 306, 772, 339]
table-cell: Rs.5500 in shape of DD/BC: [493, 1503, 557, 1542]
table-row: [317, 1503, 761, 1542]
date: ୨୦ ଜୁଲାଇ ୨୦୨୪: [1375, 73, 1457, 87]
jeypore-item: ୪. ନାଳ ଓ ଡ୍ରେନକୁ ସଫା ରଖନ୍ତୁ।: [983, 1443, 1129, 1455]
market-body: ସମସ୍ତ ଚାଷୀ ଭାଇ ଭଉଣୀ ମାନଙ୍କୁ ଅନୁରୋଧ ନିୟନ୍ତ୍ରିତ ବଜାର କମିଟି ଦ୍ୱାରା ପରିଚାଳିତ ଜାତୀୟ କୃଷି ବଜାର ସୁବିଧା: [836, 2025, 1470, 2042]
jeypore-item: ୫. ଘର ଭଡ଼ା ଓ ଟିକସ ପୈଠ କରନ୍ତୁ।: [983, 1460, 1137, 1472]
table-cell: 24-07-2024 To 12:00Hrs on 08.08-2024: [557, 1503, 636, 1542]
nac-body: The Notified Area Council, Kamakhyanagar invites online Bid in Double cover system through "e" Procurement.: [1161, 552, 1510, 574]
website-url[interactable]: www.sakalaepaper.com: [31, 102, 177, 117]
sunabeda-item: ୧୦. ସ୍ୱଚ୍ଛତା ଅଭିଯାନରେ ସାମିଲ ହୁଅନ୍ତୁ।: [320, 1946, 513, 1960]
article-text: ଧର୍ମଶାଳା ଅଞ୍ଚଳରେ ଏକ ପୁରୁଣା କଳାପଥର ଖଣି ରହିଛି। ସ୍ଥାନୀୟ ଲୋକମାନେ ଅବୈଧ ଖନନ ବନ୍ଦ କରିବାକୁ ଦାବି କରିଛନ୍ତି। ପ୍ରଶାସନ ଏ ଦିଗରେ ତଦନ୍ତ ଆରମ୍ଭ କରିଛି।: [780, 598, 1142, 648]
jeypore-item: ୩. ରାସ୍ତା ପାର୍ଶ୍ୱରେ କିଛି ରଖନ୍ତୁ ନାହିଁ।: [983, 1426, 1144, 1438]
day: ଶନିବାର: [1419, 51, 1457, 66]
ohpc-tcn: TCN NO: BHEP/DE III/PRINTING 002/12/2024-25, DATED 18.07.2024: [380, 1426, 698, 1437]
bank-item: ୨. ସୁନା ବନ୍ଧକ ଋଣ ଉପଲବ୍ଧ।: [1161, 804, 1293, 816]
column-1: [31, 151, 286, 2328]
article-text: ଆଜିକାଲ୍ଲୁ ବେଳକୁ ରାଜ୍ୟରେ ଜମିବାକୁ ମାହିଛି କାରାବଙ୍କ ନିର୍ଦ୍ଦେଶ ଦିଆଯାଇଛି। ଛିଟି କାରାରେ ନେତାମାନେ ବସ୍ତା ସବୁ ଅନେକ ଗ୍ରାମରେ ମଧ୍ୟ ଆବଶ୍ୟକତା ଅନୁଯାୟୀ ପରଖରେ କୋଳିକୁ ଏହାଭିତରି ପରାମର୍ଶ ଦେଇଛନ୍ତି।: [31, 1691, 286, 1775]
nac-office: OFFICE OF THE NOTIFIED AREA COUNCIL, KAMAKHYANAGAR.: [1215, 487, 1456, 512]
section-title: ରାଜ୍ୟ ଖବର: [46, 48, 276, 102]
rail-budget-heading: ରେଳ ବଜେଟ...: [454, 503, 619, 536]
sunabeda-item: ୯. ପୌର ଟିକସ ଠିକ ସମୟରେ ପୈଠ କରନ୍ତୁ।: [320, 1931, 519, 1945]
article-text: ଖନନ ଫଳରେ ପରିବେଶ ଉପରେ ପ୍ରଭାବ ପଡ଼ୁଛି ଏବଂ ଗ୍ରାମ ରାସ୍ତା କ୍ଷତିଗ୍ରସ୍ତ ହେଉଛି।: [780, 748, 1142, 780]
affidavit-title: AFFIDAVIT: [781, 1425, 963, 1457]
article-text: ଧର୍ମଶାଳା ଅଞ୍ଚଳରେ ଏକ ପୁରୁଣା କଳାପଥର ଖଣି ରହିଛି। ସ୍ଥାନୀୟ ଲୋକମାନେ ଅବୈଧ ଖନନ ବନ୍ଦ କରିବାକୁ ଦାବି କରିଛନ୍ତି। ପ୍ରଶାସନ ଏ ଦିଗରେ ତଦନ୍ତ ଆରମ୍ଭ କରିଛି।: [780, 816, 965, 899]
subhead-health-centre: ପ୍ରତିଟି କେନ୍ଦ୍ର ଅବହେଳା...: [32, 1370, 284, 1397]
jeypore-item: ୧୨. ପୌରପାଳିକାକୁ ସହଯୋଗ କରନ୍ତୁ।: [983, 1579, 1144, 1591]
article-text: ଓଡ଼ିଶାରେ ରେଳ ଯୋଗାଯୋଗ ବଢ଼ାଇବା ପାଇଁ ୧୦ଟି ନୂଆ ପ୍ରକଳ୍ପ ପାଇଁ ଅନୁମୋଦନ ମିଳିଛି। ଏଥିରେ ଖୋର୍ଦ୍ଧା-ବଲାଙ୍ଗୀର ଓ ଅନ୍ୟ ଲାଇନ ରହିଛି।: [301, 191, 772, 223]
national-emblem-icon: [1464, 1307, 1508, 1355]
jeypore-sign3: କାର୍ଯ୍ୟନିର୍ବାହୀ ଅଧିକାରୀ, ଜୟପୁର ପୌରପାଳିକା: [1327, 1857, 1504, 1868]
